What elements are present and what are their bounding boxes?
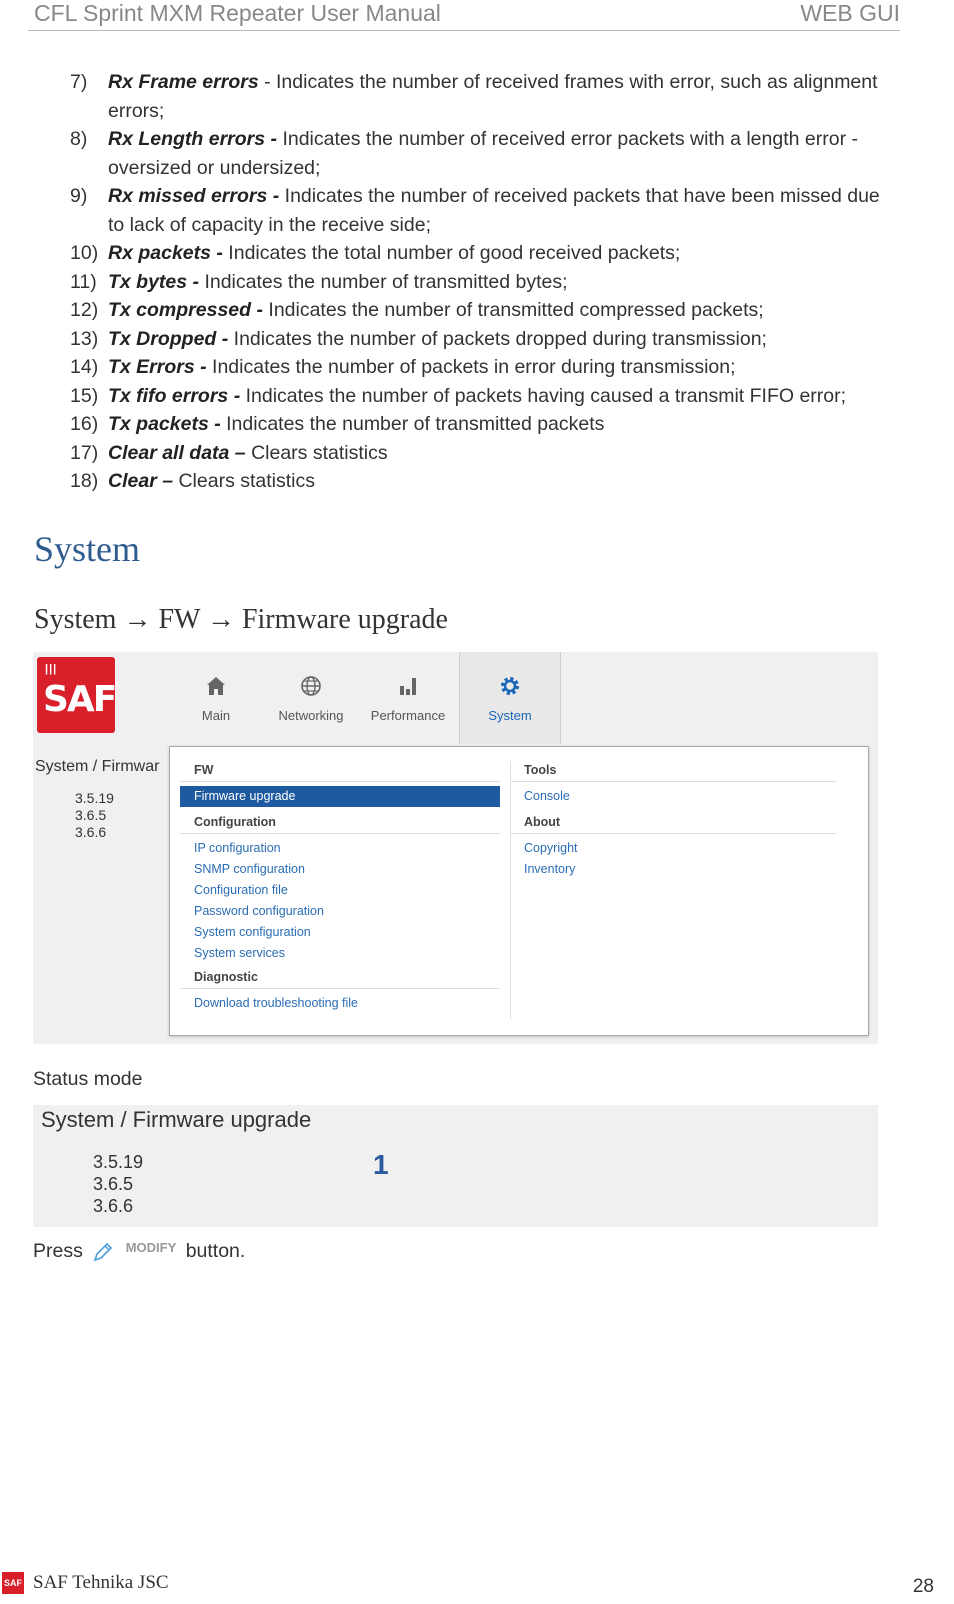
menu-column-left: [180, 761, 500, 1014]
nav-main[interactable]: Main: [183, 652, 249, 744]
menu-screenshot: [33, 652, 878, 1044]
nav-networking[interactable]: Networking: [269, 652, 353, 744]
home-icon: [204, 674, 228, 698]
footer-logo: SAF: [2, 1572, 24, 1594]
menu-item-console[interactable]: Console: [524, 789, 570, 803]
menu-column-right: [510, 761, 836, 880]
header-title: CFL Sprint MXM Repeater User Manual: [34, 0, 441, 26]
list-item: 15) Tx fifo errors - Indicates the number of packets having caused a transmit FIFO error;: [70, 384, 847, 407]
menu-heading-configuration: Configuration: [180, 813, 500, 834]
status-mode-label: Status mode: [33, 1068, 143, 1090]
menu-heading-fw: FW: [180, 761, 500, 782]
saf-logo: ||| SAF: [37, 657, 115, 733]
menu-item-firmware-upgrade[interactable]: Firmware upgrade: [180, 786, 500, 807]
list-item: 14) Tx Errors - Indicates the number of packets in error during transmission;: [70, 356, 736, 378]
menu-heading-diagnostic: Diagnostic: [180, 968, 500, 989]
nav-performance[interactable]: Performance: [363, 652, 453, 744]
menu-item-inventory[interactable]: Inventory: [524, 862, 576, 876]
menu-item-download-troubleshooting[interactable]: Download troubleshooting file: [194, 996, 358, 1010]
list-item: 9) Rx missed errors - Indicates the number of received packets that have been missed due to lack of capacity in the receive side;: [70, 185, 880, 236]
header-section: WEB GUI: [800, 0, 900, 26]
pencil-icon: [92, 1241, 114, 1263]
page-number: 28: [912, 1576, 934, 1597]
system-dropdown-menu: [169, 746, 869, 1036]
menu-item-copyright[interactable]: Copyright: [524, 841, 578, 855]
list-item: 17) Clear all data – Clears statistics: [70, 441, 388, 464]
status-version-list: 3.5.19 3.6.5 3.6.6: [93, 1152, 144, 1216]
section-title: System: [34, 529, 141, 569]
menu-item-system-services[interactable]: System services: [194, 946, 285, 960]
list-item: 12) Tx compressed - Indicates the number of transmitted compressed packets;: [70, 299, 764, 321]
status-screenshot: [33, 1105, 878, 1227]
globe-icon: [299, 674, 323, 698]
list-item: 8) Rx Length errors - Indicates the number of received error packets with a length error - oversized or undersized;: [70, 128, 858, 179]
menu-heading-tools: Tools: [510, 761, 836, 782]
breadcrumb: System / Firmwar: [35, 758, 160, 775]
menu-heading-about: About: [510, 813, 836, 834]
modify-button[interactable]: MODIFY: [125, 1240, 177, 1255]
list-item: 18) Clear – Clears statistics: [70, 470, 315, 492]
list-item: 13) Tx Dropped - Indicates the number of packets dropped during transmission;: [70, 327, 767, 350]
stats-definition-list: [70, 68, 890, 496]
nav-system[interactable]: System: [459, 652, 561, 744]
page-header: [28, 0, 900, 31]
footer-company: SAF Tehnika JSC: [33, 1572, 169, 1593]
active-bank-number: 1: [373, 1149, 389, 1180]
menu-item-ip-configuration[interactable]: IP configuration: [194, 841, 281, 855]
list-item: 10) Rx packets - Indicates the total number of good received packets;: [70, 242, 681, 264]
bar-chart-icon: [396, 674, 420, 698]
press-instruction: Press MODIFY button.: [33, 1240, 246, 1262]
list-item: 11) Tx bytes - Indicates the number of transmitted bytes;: [70, 270, 568, 293]
menu-item-snmp-configuration[interactable]: SNMP configuration: [194, 862, 305, 876]
list-item: 7) Rx Frame errors - Indicates the number of received frames with error, such as alignment errors;: [70, 71, 878, 122]
status-title: System / Firmware upgrade: [41, 1107, 312, 1132]
version-list: 3.5.19 3.6.5 3.6.6: [75, 790, 114, 840]
menu-item-password-configuration[interactable]: Password configuration: [194, 904, 324, 918]
menu-item-configuration-file[interactable]: Configuration file: [194, 883, 288, 897]
subsection-title: System → FW → Firmware upgrade: [34, 604, 448, 635]
gear-icon: [498, 674, 522, 698]
menu-item-system-configuration[interactable]: System configuration: [194, 925, 311, 939]
list-item: 16) Tx packets - Indicates the number of transmitted packets: [70, 413, 605, 435]
